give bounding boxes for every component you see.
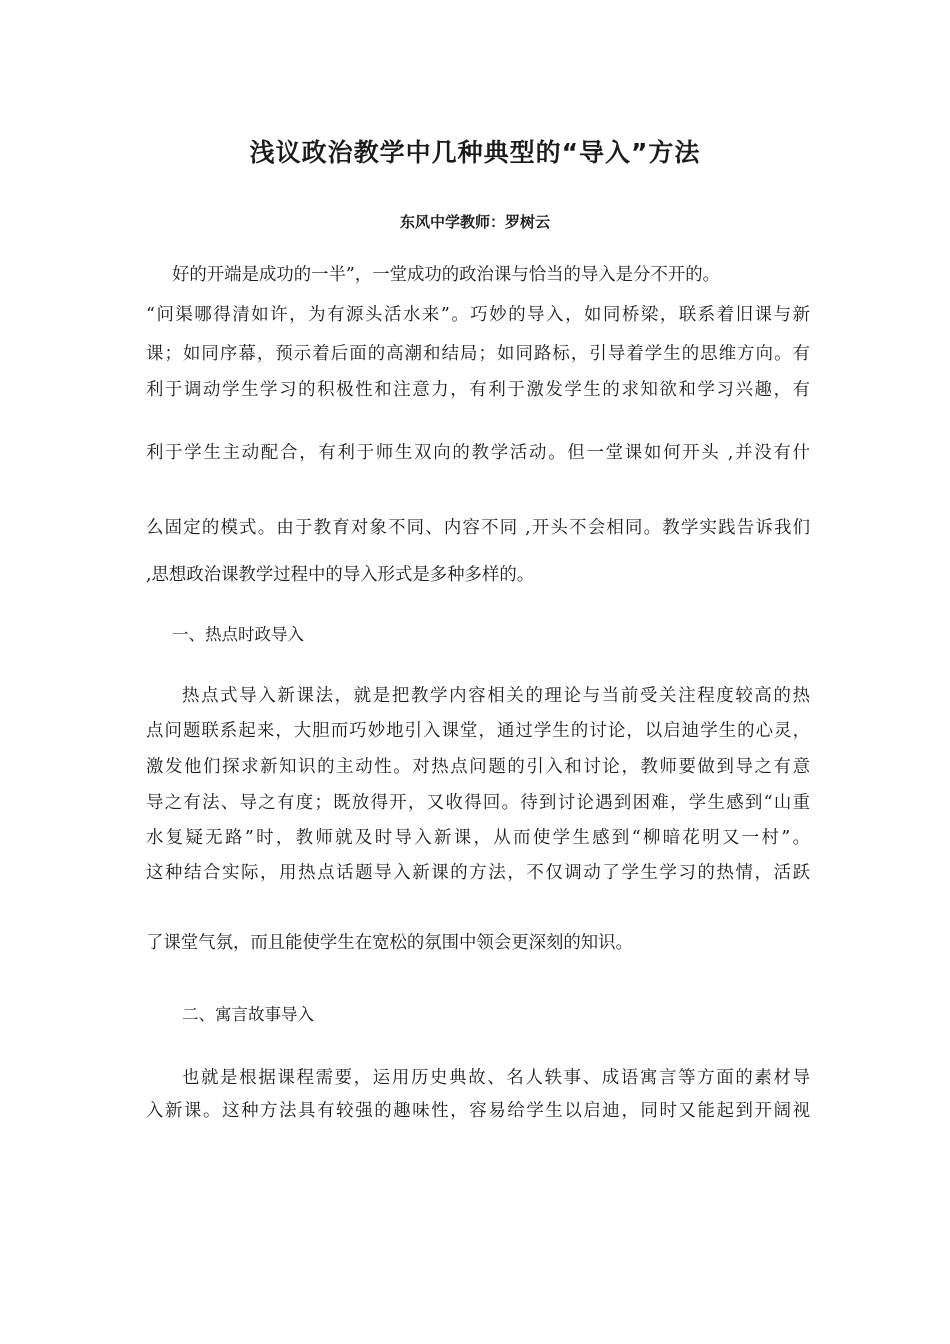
section-1-line-7: 了课堂气氛，而且能使学生在宽松的氛围中领会更深刻的知识。 [146, 933, 633, 953]
intro-line-4: 利于调动学生学习的积极性和注意力，有利于激发学生的求知欲和学习兴趣，有 [146, 380, 810, 400]
author-line: 东风中学教师：罗树云 [399, 213, 550, 231]
section-1-line-3: 激发他们探求新知识的主动性。对热点问题的引入和讨论，教师要做到导之有意 [146, 757, 810, 777]
section-1-line-2: 点问题联系起来，大胆而巧妙地引入课堂，通过学生的讨论，以启迪学生的心灵， [146, 721, 810, 741]
section-1-line-1: 热点式导入新课法，就是把教学内容相关的理论与当前受关注程度较高的热 [182, 686, 810, 706]
section-2-line-1: 也就是根据课程需要，运用历史典故、名人轶事、成语寓言等方面的素材导 [182, 1068, 810, 1088]
intro-line-7: ,思想政治课教学过程中的导入形式是多种多样的。 [146, 565, 535, 585]
section-1-line-6: 这种结合实际，用热点话题导入新课的方法，不仅调动了学生学习的热情，活跃 [146, 863, 810, 883]
intro-line-1: 好的开端是成功的一半”，一堂成功的政治课与恰当的导入是分不开的。 [172, 265, 721, 285]
intro-line-5: 利于学生主动配合，有利于师生双向的教学活动。但一堂课如何开头 ,并没有什 [146, 443, 810, 463]
intro-line-2: “问渠哪得清如许，为有源头活水来”。巧妙的导入，如同桥梁，联系着旧课与新 [146, 305, 810, 325]
section-1-line-5: 水复疑无路”时，教师就及时导入新课，从而使学生感到“柳暗花明又一村”。 [146, 828, 810, 848]
section-2-line-2: 入新课。这种方法具有较强的趣味性，容易给学生以启迪，同时又能起到开阔视 [146, 1101, 810, 1121]
section-1-heading: 一、热点时政导入 [172, 625, 304, 644]
intro-line-3: 课；如同序幕，预示着后面的高潮和结局；如同路标，引导着学生的思维方向。有 [146, 344, 810, 364]
document-title: 浅议政治教学中几种典型的“导入”方法 [249, 138, 701, 167]
section-2-heading: 二、寓言故事导入 [182, 1005, 314, 1024]
section-1-line-4: 导之有法、导之有度；既放得开，又收得回。待到讨论遇到困难，学生感到“山重 [146, 793, 810, 813]
intro-line-6: 么固定的模式。由于教育对象不同、内容不同 ,开头不会相同。教学实践告诉我们 [146, 518, 810, 538]
